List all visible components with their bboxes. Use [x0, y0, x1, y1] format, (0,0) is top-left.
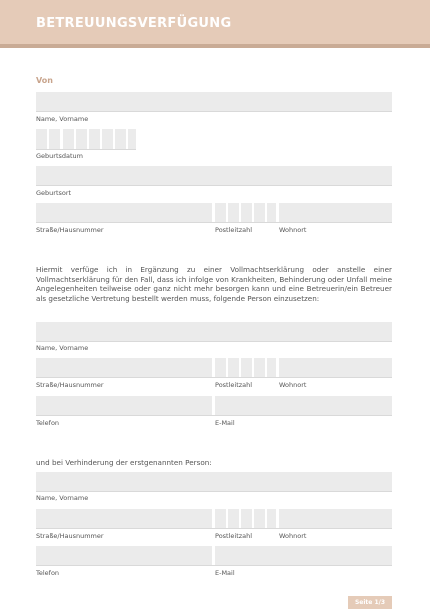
- person1-street-label: Straße/Hausnummer: [36, 381, 104, 389]
- underline: [36, 528, 392, 529]
- postal-digit-box[interactable]: [241, 509, 252, 528]
- postal-digit-box[interactable]: [215, 358, 226, 377]
- header-divider: [0, 44, 430, 48]
- underline: [36, 222, 392, 223]
- person1-email-label: E-Mail: [215, 419, 235, 427]
- postal-digit-box[interactable]: [267, 203, 276, 222]
- declaration-paragraph: Hiermit verfüge ich in Ergänzung zu einer Vollmachtserklärung oder anstelle einer Vollmachtserklärung für den Fall, dass ich infolge von Krankheiten, Behinderung oder Unfall meine Angelegenheiten teilweise oder ganz nicht mehr besorgen kann und eine Betreuerin/ein Betreuer als gesetzliche Vertretung bestellt werden muss, folgende Person einzusetzen:: [36, 265, 392, 303]
- person2-email-label: E-Mail: [215, 569, 235, 577]
- person2-name-label: Name, Vorname: [36, 494, 89, 502]
- postal-digit-box[interactable]: [241, 203, 252, 222]
- postal-digit-box[interactable]: [241, 358, 252, 377]
- page-title: BETREUUNGSVERFÜGUNG: [36, 16, 232, 31]
- postal-digit-box[interactable]: [228, 358, 239, 377]
- date-digit-box[interactable]: [102, 129, 113, 149]
- person2-email-field[interactable]: [215, 546, 392, 565]
- person1-street-field[interactable]: [36, 358, 212, 377]
- person1-city-label: Wohnort: [279, 381, 307, 389]
- underline: [36, 149, 136, 150]
- date-digit-box[interactable]: [36, 129, 47, 149]
- person2-street-label: Straße/Hausnummer: [36, 532, 104, 540]
- von-name-field[interactable]: [36, 92, 392, 111]
- postal-digit-box[interactable]: [228, 509, 239, 528]
- person1-phone-label: Telefon: [36, 419, 60, 427]
- person1-name-field[interactable]: [36, 322, 392, 341]
- date-digit-box[interactable]: [76, 129, 87, 149]
- person2-street-field[interactable]: [36, 509, 212, 528]
- postal-digit-box[interactable]: [215, 509, 226, 528]
- von-postal-label: Postleitzahl: [215, 226, 253, 234]
- von-birthdate-field[interactable]: [36, 129, 136, 149]
- person2-city-label: Wohnort: [279, 532, 307, 540]
- person2-postal-label: Postleitzahl: [215, 532, 253, 540]
- von-name-label: Name, Vorname: [36, 115, 89, 123]
- postal-digit-box[interactable]: [254, 203, 265, 222]
- person2-phone-field[interactable]: [36, 546, 212, 565]
- von-birthplace-label: Geburtsort: [36, 189, 72, 197]
- person2-postal-field[interactable]: [215, 509, 276, 528]
- date-digit-box[interactable]: [49, 129, 60, 149]
- von-city-field[interactable]: [279, 203, 392, 222]
- underline: [36, 111, 392, 112]
- von-birthplace-field[interactable]: [36, 166, 392, 185]
- von-postal-field[interactable]: [215, 203, 276, 222]
- underline: [36, 341, 392, 342]
- underline: [36, 377, 392, 378]
- postal-digit-box[interactable]: [215, 203, 226, 222]
- underline: [36, 565, 392, 566]
- postal-digit-box[interactable]: [228, 203, 239, 222]
- date-digit-box[interactable]: [115, 129, 126, 149]
- person1-postal-field[interactable]: [215, 358, 276, 377]
- postal-digit-box[interactable]: [254, 358, 265, 377]
- page-number-badge: Seite 1/3: [348, 596, 392, 609]
- underline: [36, 415, 392, 416]
- von-birthdate-label: Geburtsdatum: [36, 152, 83, 160]
- person1-phone-field[interactable]: [36, 396, 212, 415]
- date-digit-box[interactable]: [89, 129, 100, 149]
- person1-city-field[interactable]: [279, 358, 392, 377]
- alternate-intro: und bei Verhinderung der erstgenannten Person:: [36, 458, 212, 467]
- von-street-label: Straße/Hausnummer: [36, 226, 104, 234]
- date-digit-box[interactable]: [128, 129, 136, 149]
- underline: [36, 491, 392, 492]
- underline: [36, 185, 392, 186]
- person2-phone-label: Telefon: [36, 569, 60, 577]
- postal-digit-box[interactable]: [267, 358, 276, 377]
- person1-name-label: Name, Vorname: [36, 344, 89, 352]
- person1-postal-label: Postleitzahl: [215, 381, 253, 389]
- date-digit-box[interactable]: [63, 129, 74, 149]
- section-label-von: Von: [36, 76, 53, 85]
- von-street-field[interactable]: [36, 203, 212, 222]
- postal-digit-box[interactable]: [267, 509, 276, 528]
- von-city-label: Wohnort: [279, 226, 307, 234]
- person2-city-field[interactable]: [279, 509, 392, 528]
- person1-email-field[interactable]: [215, 396, 392, 415]
- postal-digit-box[interactable]: [254, 509, 265, 528]
- person2-name-field[interactable]: [36, 472, 392, 491]
